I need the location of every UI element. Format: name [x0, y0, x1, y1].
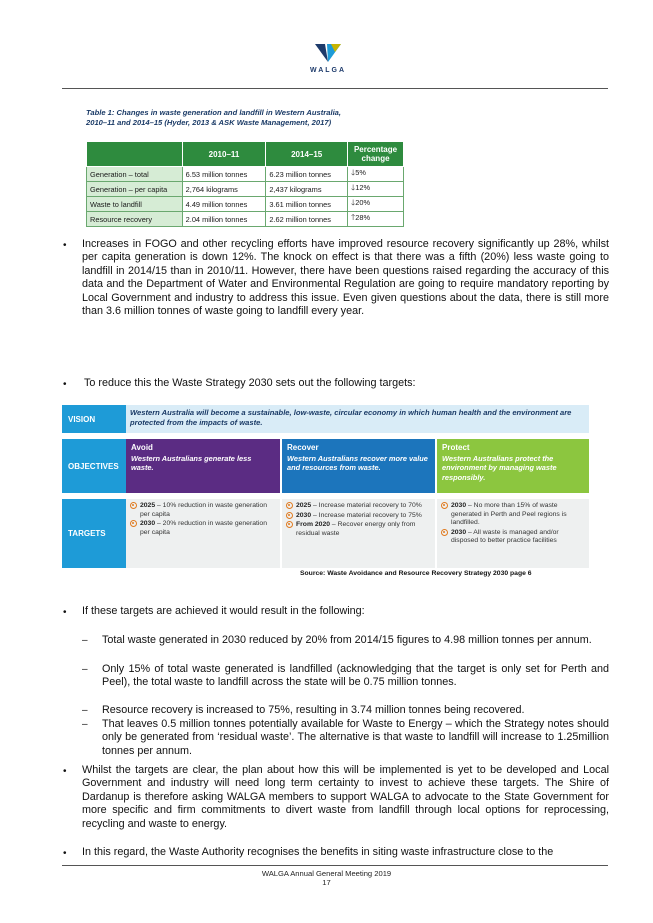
- target-item: 2030 – Increase material recovery to 75%: [286, 512, 431, 521]
- targets-avoid: [126, 499, 280, 568]
- cell-2014: 2,437 kilograms: [266, 182, 348, 197]
- cell-change: 🡓20%: [348, 197, 404, 212]
- bullet-icon: •: [63, 379, 67, 390]
- target-item: 2030 – No more than 15% of waste generated in Perth and Peel regions is landfilled.: [441, 502, 585, 528]
- targets-recover: [282, 499, 435, 568]
- cell-2010: 4.49 million tonnes: [182, 197, 266, 212]
- objective-recover: [282, 439, 435, 493]
- dash-icon: –: [82, 719, 88, 730]
- dash-icon: –: [82, 705, 88, 716]
- page-footer: [0, 869, 653, 887]
- cell-2010: 6.53 million tonnes: [182, 167, 266, 182]
- table-row: [87, 197, 404, 212]
- target-bullet-icon: [130, 502, 137, 509]
- target-item: 2030 – 20% reduction in waste generation per capita: [130, 520, 276, 537]
- paragraph-strategy-intro: To reduce this the Waste Strategy 2030 sets out the following targets:: [84, 377, 416, 389]
- list-item: Resource recovery is increased to 75%, resulting in 3.74 million tonnes being recovered.: [102, 704, 525, 716]
- footer-divider: [62, 865, 608, 866]
- targets-label: TARGETS: [62, 499, 126, 568]
- bullet-icon: •: [63, 848, 67, 859]
- list-item: Total waste generated in 2030 reduced by 20% from 2014/15 figures to 4.98 million tonnes per annum.: [102, 634, 592, 646]
- header-divider: [62, 88, 608, 89]
- objective-recover-text: Western Australians recover more value and resources from waste.: [287, 453, 428, 472]
- dash-icon: –: [82, 635, 88, 646]
- cell-2014: 3.61 million tonnes: [266, 197, 348, 212]
- cell-2014: 2.62 million tonnes: [266, 212, 348, 227]
- target-bullet-icon: [286, 502, 293, 509]
- target-bullet-icon: [441, 529, 448, 536]
- bullet-icon: •: [63, 240, 67, 251]
- strategy-source: Source: Waste Avoidance and Resource Recovery Strategy 2030 page 6: [300, 570, 532, 577]
- cell-2014: 6.23 million tonnes: [266, 167, 348, 182]
- objective-recover-title: Recover: [287, 443, 319, 452]
- target-item: 2030 – All waste is managed and/or disposed to better practice facilities: [441, 529, 585, 546]
- cell-2010: 2.04 million tonnes: [182, 212, 266, 227]
- vision-text: Western Australia will become a sustainable, low-waste, circular economy in which human health and the environment are protected from the impacts of waste.: [126, 405, 589, 433]
- target-bullet-icon: [286, 512, 293, 519]
- row-label: Generation – per capita: [87, 182, 183, 197]
- arrow-down-icon: 🡓: [351, 183, 356, 192]
- walga-logo: [306, 42, 350, 82]
- walga-logo-icon: [313, 42, 343, 66]
- objective-avoid-title: Avoid: [131, 443, 153, 452]
- paragraph-advocacy: Whilst the targets are clear, the plan about how this will be implemented is yet to be developed and Local Government and industry will need long term certainty to invest to achieve these targets. The Shire of Dardanup is therefore asking WALGA members to support WALGA to advocate to the State Government for more specific and firm commitments to divert waste from landfill through local options for reprocessing, recycling and waste to energy.: [82, 764, 609, 830]
- paragraph-waste-authority: In this regard, the Waste Authority recognises the benefits in siting waste infrastructure close to the: [82, 846, 554, 858]
- paragraph-resource-recovery: Increases in FOGO and other recycling efforts have improved resource recovery significantly up 28%, whilst per capita generation is down 12%. The knock on effect is that there was a fifth (20%) less waste going to landfill in 2014/15 than in 2010/11. However, there have been questions raised regarding the accuracy of this data and the Department of Water and Environmental Regulation are going to require mandatory reporting by Local Government and industry to address this issue. Even given questions about the data, there is still more than 3.6 million tonnes of waste going to landfill every year.: [82, 238, 609, 318]
- table-header-blank: [87, 142, 183, 167]
- arrow-down-icon: 🡓: [351, 168, 356, 177]
- target-item: 2025 – Increase material recovery to 70%: [286, 502, 431, 511]
- arrow-down-icon: 🡓: [351, 198, 356, 207]
- logo-text: WALGA: [309, 67, 347, 74]
- table-row: [87, 182, 404, 197]
- page-header: [0, 0, 653, 92]
- table-row: [87, 167, 404, 182]
- objective-protect-title: Protect: [442, 443, 470, 452]
- table-header-2010: 2010–11: [182, 142, 266, 167]
- row-label: Resource recovery: [87, 212, 183, 227]
- target-bullet-icon: [441, 502, 448, 509]
- strategy-table: [62, 405, 589, 568]
- cell-2010: 2,764 kilograms: [182, 182, 266, 197]
- cell-change: 🡓12%: [348, 182, 404, 197]
- arrow-up-icon: 🡑: [351, 213, 356, 222]
- target-item: 2025 – 10% reduction in waste generation per capita: [130, 502, 276, 519]
- targets-protect: [437, 499, 589, 568]
- target-bullet-icon: [286, 521, 293, 528]
- table1-caption: Table 1: Changes in waste generation and landfill in Western Australia, 2010–11 and 2014–15 (Hyder, 2013 & ASK Waste Management, 2017): [86, 108, 342, 127]
- list-item: That leaves 0.5 million tonnes potentially available for Waste to Energy – which the Strategy notes should only be generated from ‘residual waste’. The alternative is that waste to landfill will increase to 1.25million tonnes per annum.: [102, 718, 609, 757]
- footer-title: WALGA Annual General Meeting 2019: [261, 869, 392, 878]
- bullet-icon: •: [63, 607, 67, 618]
- table-header-row: [87, 142, 404, 167]
- paragraph-targets-result: If these targets are achieved it would result in the following:: [82, 605, 365, 617]
- list-item: Only 15% of total waste generated is landfilled (acknowledging that the target is only set for Perth and Peel), the total waste to landfill across the state will be 0.75 million tonnes.: [102, 663, 609, 689]
- objective-protect-text: Western Australians protect the environment by managing waste responsibly.: [442, 453, 557, 482]
- row-label: Generation – total: [87, 167, 183, 182]
- table-header-2014: 2014–15: [266, 142, 348, 167]
- waste-table: [86, 141, 404, 227]
- table-header-change: Percentage change: [348, 142, 404, 167]
- target-bullet-icon: [130, 520, 137, 527]
- objectives-label: OBJECTIVES: [62, 439, 126, 493]
- cell-change: 🡓5%: [348, 167, 404, 182]
- cell-change: 🡑28%: [348, 212, 404, 227]
- dash-icon: –: [82, 664, 88, 675]
- objective-avoid-text: Western Australians generate less waste.: [131, 453, 252, 472]
- table-row: [87, 212, 404, 227]
- row-label: Waste to landfill: [87, 197, 183, 212]
- page-number: 17: [322, 878, 331, 887]
- objective-protect: [437, 439, 589, 493]
- vision-label: VISION: [62, 405, 126, 433]
- target-item: From 2020 – Recover energy only from residual waste: [286, 521, 431, 538]
- bullet-icon: •: [63, 766, 67, 777]
- objective-avoid: [126, 439, 280, 493]
